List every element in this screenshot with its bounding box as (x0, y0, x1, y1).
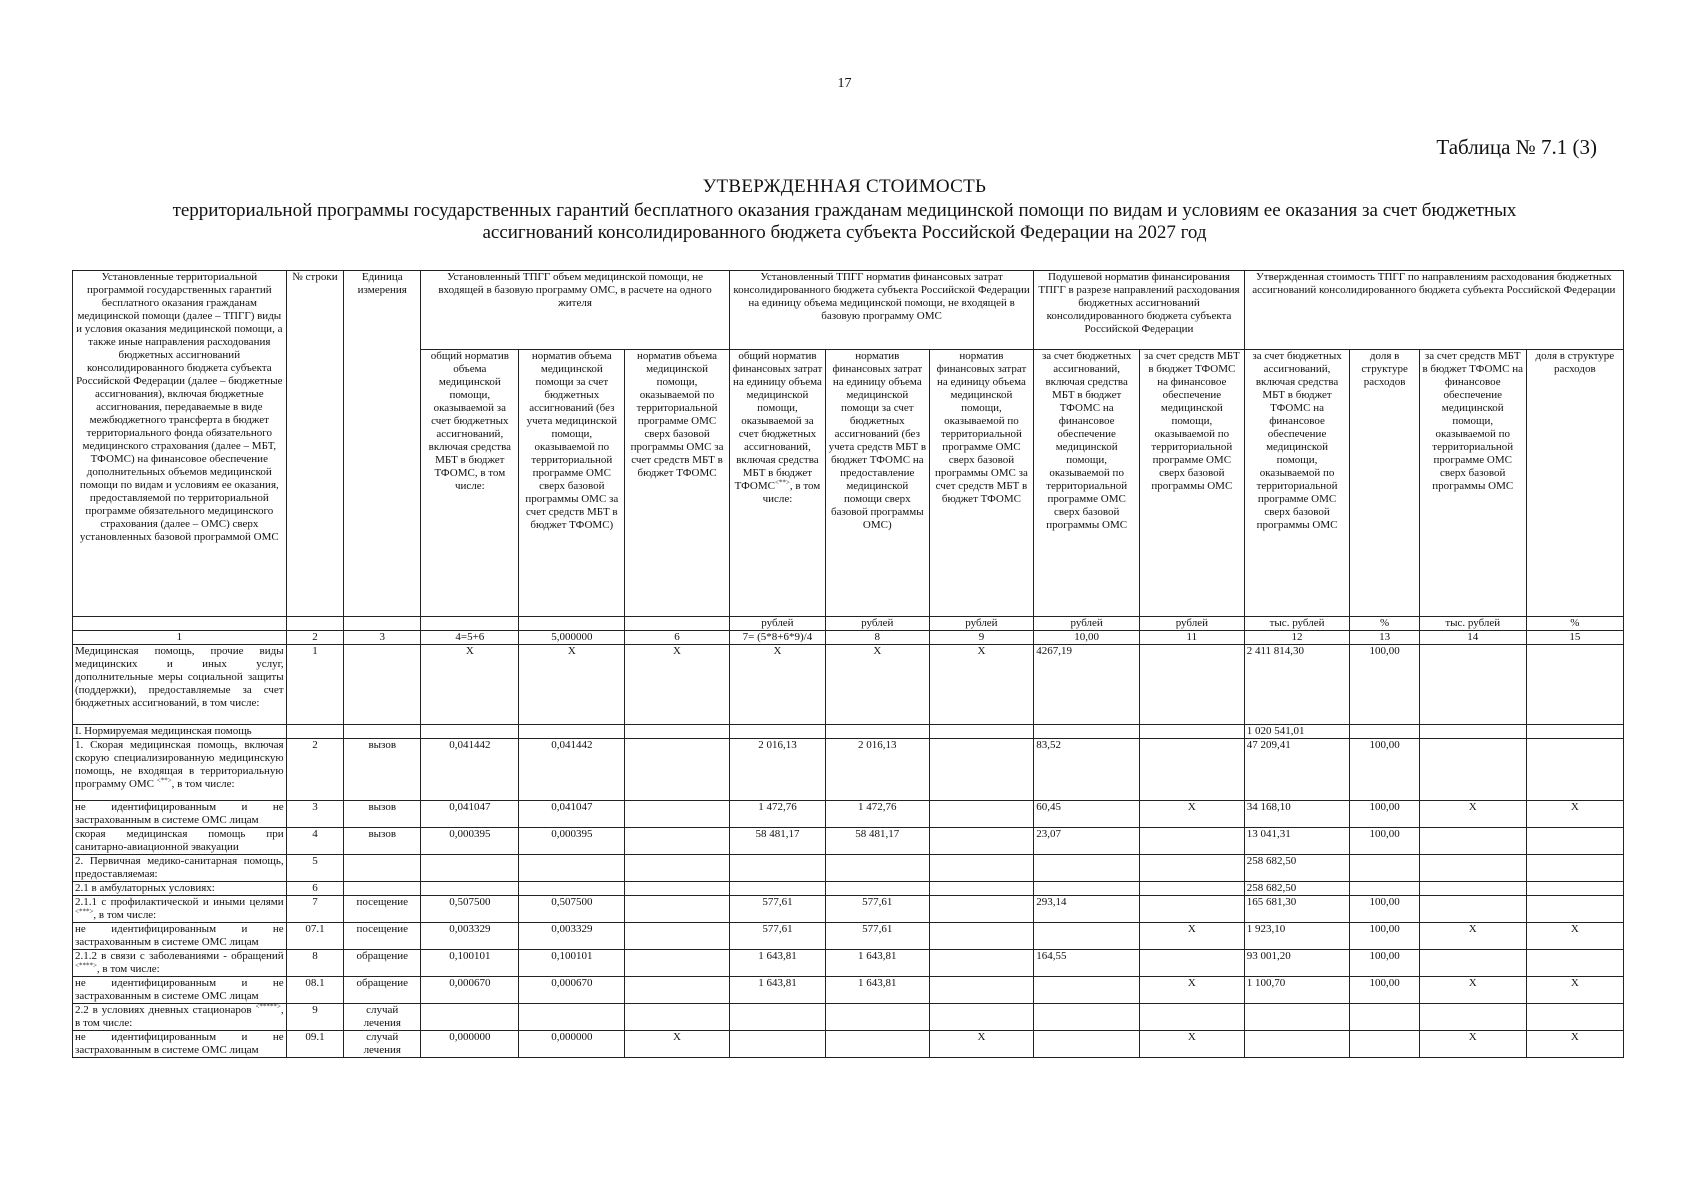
table-cell: 0,000000 (421, 1031, 519, 1058)
table-cell: 0,507500 (519, 896, 625, 923)
table-cell (1034, 1031, 1140, 1058)
unit-cell-6 (625, 617, 730, 631)
table-cell: X (625, 645, 730, 725)
table-cell (826, 855, 930, 882)
table-cell: 164,55 (1034, 950, 1140, 977)
table-cell (519, 855, 625, 882)
table-cell (1140, 882, 1245, 896)
row-description-text: скорая медицинская помощь при санитарно-авиационной эвакуации (75, 828, 284, 853)
table-cell (729, 1004, 825, 1031)
table-cell: 2 (286, 739, 344, 801)
table-row (73, 855, 1624, 882)
table-cell (1526, 828, 1623, 855)
table-cell (1034, 923, 1140, 950)
table-cell: 0,507500 (421, 896, 519, 923)
table-cell (729, 1031, 825, 1058)
row-description-text: не идентифицированным и не застрахованным в системе ОМС лицам (75, 977, 284, 1002)
row-description (73, 725, 287, 739)
header-sub-2: норматив объема медицинской помощи за счет бюджетных ассигнований (без учета медицинской помощи, оказываемой по территориальной программе ОМС сверх базовой программы ОМС за счет средств МБТ в бюджет ТФОМС) (519, 350, 625, 617)
table-cell: X (1419, 923, 1526, 950)
table-cell: 5 (286, 855, 344, 882)
header-sub-text-tail: , в том числе: (762, 480, 821, 505)
table-cell (1140, 645, 1245, 725)
row-description-text: 2.1.1 с профилактической и иными целями (75, 896, 284, 908)
row-description-text: Медицинская помощь, прочие виды медицинских и иных услуг, дополнительные меры социальной защиты (поддержки), предоставляемые за счет бюджетных ассигнований, в том числе: (75, 645, 284, 709)
column-number-14: 14 (1419, 631, 1526, 645)
table-cell: X (1140, 801, 1245, 828)
table-cell (1526, 950, 1623, 977)
table-cell: X (1526, 977, 1623, 1004)
table-cell (1350, 882, 1419, 896)
column-number-15: 15 (1526, 631, 1623, 645)
table-cell (421, 1004, 519, 1031)
table-cell (1526, 725, 1623, 739)
table-cell (1034, 855, 1140, 882)
table-row (73, 882, 1624, 896)
unit-cell-13: % (1350, 617, 1419, 631)
table-cell (1419, 645, 1526, 725)
column-number-1: 1 (73, 631, 287, 645)
table-cell: 1 643,81 (826, 950, 930, 977)
unit-cell-2 (286, 617, 344, 631)
table-cell: X (929, 645, 1034, 725)
table-cell: 9 (286, 1004, 344, 1031)
table-cell (625, 725, 730, 739)
table-cell: 258 682,50 (1244, 882, 1350, 896)
table-cell (729, 725, 825, 739)
table-cell (1526, 882, 1623, 896)
header-sub-7: норматив финансовых затрат на единицу объема медицинской помощи, оказываемой по территориальной программе ОМС сверх базовой программы ОМС за счет средств МБТ в бюджет ТФОМС (929, 350, 1034, 617)
table-cell (929, 882, 1034, 896)
table-cell (729, 855, 825, 882)
table-cell: 0,100101 (421, 950, 519, 977)
table-cell: 577,61 (729, 896, 825, 923)
unit-cell-12: тыс. рублей (1244, 617, 1350, 631)
table-cell: X (421, 645, 519, 725)
row-footnote-mark: <**> (156, 776, 172, 785)
unit-cell-15: % (1526, 617, 1623, 631)
header-sub-text: общий норматив финансовых затрат на единицу объема медицинской помощи, оказываемой за счет бюджетных ассигнований, включая средства МБТ в бюджет ТФОМС (732, 350, 823, 492)
table-cell: 0,000395 (421, 828, 519, 855)
table-cell (1140, 855, 1245, 882)
table-cell: 1 472,76 (729, 801, 825, 828)
table-row (73, 1004, 1624, 1031)
table-cell: X (625, 1031, 730, 1058)
column-number-6: 6 (625, 631, 730, 645)
table-cell: 0,000670 (519, 977, 625, 1004)
unit-cell-4 (421, 617, 519, 631)
table-cell (519, 882, 625, 896)
table-cell (1526, 739, 1623, 801)
table-cell: X (929, 1031, 1034, 1058)
unit-cell-8: рублей (826, 617, 930, 631)
table-cell: 293,14 (1034, 896, 1140, 923)
table-row (73, 645, 1624, 725)
table-cell (1419, 739, 1526, 801)
row-description (73, 801, 287, 828)
table-cell: X (1526, 1031, 1623, 1058)
table-cell: 07.1 (286, 923, 344, 950)
table-cell (344, 882, 421, 896)
document-subtitle: территориальной программы государственных гарантий бесплатного оказания гражданам медицинской помощи по видам и условиям ее оказания за счет бюджетных ассигнований консолидированного бюджета субъекта Российской Федерации на 2027 год (172, 200, 1517, 243)
header-numbers-row (73, 631, 1624, 645)
table-cell (1140, 950, 1245, 977)
table-row (73, 828, 1624, 855)
table-cell (929, 725, 1034, 739)
table-cell: 100,00 (1350, 977, 1419, 1004)
table-row (73, 923, 1624, 950)
table-cell (421, 855, 519, 882)
table-cell: 8 (286, 950, 344, 977)
row-description (73, 1031, 287, 1058)
table-cell: 58 481,17 (729, 828, 825, 855)
table-cell: 58 481,17 (826, 828, 930, 855)
header-row-number: № строки (286, 271, 344, 617)
table-cell (1419, 1004, 1526, 1031)
table-cell (1140, 739, 1245, 801)
table-cell (625, 739, 730, 801)
table-cell (625, 923, 730, 950)
table-cell (1034, 977, 1140, 1004)
table-cell (344, 725, 421, 739)
row-footnote-mark: <****> (75, 961, 97, 970)
row-description (73, 855, 287, 882)
table-cell (1419, 828, 1526, 855)
table-cell (625, 1004, 730, 1031)
table-cell: X (826, 645, 930, 725)
table-cell (625, 882, 730, 896)
row-description-text: не идентифицированным и не застрахованным в системе ОМС лицам (75, 1031, 284, 1056)
table-cell: 100,00 (1350, 950, 1419, 977)
table-cell (625, 896, 730, 923)
row-description-text: не идентифицированным и не застрахованным в системе ОМС лицам (75, 801, 284, 826)
table-row (73, 725, 1624, 739)
table-cell (421, 725, 519, 739)
table-cell: 34 168,10 (1244, 801, 1350, 828)
table-cell: посещение (344, 923, 421, 950)
table-cell (1140, 828, 1245, 855)
table-cell: обращение (344, 977, 421, 1004)
table-cell: 258 682,50 (1244, 855, 1350, 882)
row-description (73, 923, 287, 950)
table-cell: X (519, 645, 625, 725)
table-cell: 100,00 (1350, 923, 1419, 950)
table-cell: X (1419, 1031, 1526, 1058)
table-cell: 1 020 541,01 (1244, 725, 1350, 739)
table-cell (286, 725, 344, 739)
unit-cell-3 (344, 617, 421, 631)
table-cell: X (1526, 801, 1623, 828)
header-units-row (73, 617, 1624, 631)
row-description-tail: , в том числе: (93, 909, 157, 921)
table-cell: 23,07 (1034, 828, 1140, 855)
table-cell: 100,00 (1350, 828, 1419, 855)
table-cell: вызов (344, 828, 421, 855)
column-number-3: 3 (344, 631, 421, 645)
table-cell: 4 (286, 828, 344, 855)
header-sub-6: норматив финансовых затрат на единицу объема медицинской помощи за счет бюджетных ассигнований (без учета средств МБТ в бюджет ТФОМС на предоставление медицинской помощи сверх базовой программы ОМС) (826, 350, 930, 617)
table-cell (625, 828, 730, 855)
row-description-tail: , в том числе: (96, 963, 160, 975)
table-cell: 577,61 (826, 923, 930, 950)
table-cell: 1 472,76 (826, 801, 930, 828)
table-cell: вызов (344, 801, 421, 828)
table-cell (1526, 1004, 1623, 1031)
row-footnote-mark: <***> (75, 907, 94, 916)
table-cell: 1 100,70 (1244, 977, 1350, 1004)
column-number-8: 8 (826, 631, 930, 645)
unit-cell-10: рублей (1034, 617, 1140, 631)
table-cell: 577,61 (826, 896, 930, 923)
column-number-11: 11 (1140, 631, 1245, 645)
table-cell: X (1419, 977, 1526, 1004)
table-cell: 0,000000 (519, 1031, 625, 1058)
table-cell: 08.1 (286, 977, 344, 1004)
table-cell: 100,00 (1350, 645, 1419, 725)
table-cell: 0,100101 (519, 950, 625, 977)
table-cell (1419, 950, 1526, 977)
table-row (73, 977, 1624, 1004)
unit-cell-7: рублей (729, 617, 825, 631)
unit-cell-9: рублей (929, 617, 1034, 631)
table-cell: 0,041047 (421, 801, 519, 828)
column-number-4: 4=5+6 (421, 631, 519, 645)
table-cell: 2 016,13 (729, 739, 825, 801)
table-cell: 2 411 814,30 (1244, 645, 1350, 725)
header-sub-11: доля в структуре расходов (1350, 350, 1419, 617)
table-cell (929, 923, 1034, 950)
table-cell (625, 855, 730, 882)
table-cell: 1 643,81 (729, 950, 825, 977)
row-description-tail: , в том числе: (75, 1004, 284, 1029)
row-description (73, 977, 287, 1004)
table-cell (1140, 1004, 1245, 1031)
table-cell: 0,003329 (421, 923, 519, 950)
table-cell (1350, 1031, 1419, 1058)
header-description: Установленные территориальной программой государственных гарантий бесплатного оказания гражданам медицинской помощи (далее – ТПГГ) виды и условия оказания медицинской помощи, а также иные направления расходования бюджетных ассигнований консолидированного бюджета субъекта Российской Федерации (далее – бюджетные ассигнования), включая бюджетные ассигнования, передаваемые в виде межбюджетного трансферта в бюджет территориального фонда обязательного медицинского страхования (далее – МБТ, ТФОМС) на финансовое обеспечение дополнительных объемов медицинской помощи по видам и условиям ее оказания, предоставляемой по территориальной программе обязательного медицинского страхования (далее – ОМС) сверх установленных базовой программой ОМС (73, 271, 287, 617)
table-cell: обращение (344, 950, 421, 977)
row-description-text: 2. Первичная медико-санитарная помощь, предоставляемая: (75, 855, 284, 880)
table-cell: 1 923,10 (1244, 923, 1350, 950)
table-cell (826, 1004, 930, 1031)
table-cell: 100,00 (1350, 801, 1419, 828)
row-description-text: 1. Скорая медицинская помощь, включая скорую специализированную медицинскую помощь, не входящая в территориальную программу ОМС (75, 739, 284, 790)
header-row-1 (73, 271, 1624, 350)
table-cell: 577,61 (729, 923, 825, 950)
header-sub-1: общий норматив объема медицинской помощи, оказываемой за счет бюджетных ассигнований, включая средства МБТ в бюджет ТФОМС, в том числе: (421, 350, 519, 617)
row-description (73, 645, 287, 725)
table-cell (1244, 1004, 1350, 1031)
table-cell (1350, 725, 1419, 739)
table-cell (519, 725, 625, 739)
table-cell: 93 001,20 (1244, 950, 1350, 977)
table-cell (1034, 725, 1140, 739)
unit-cell-5 (519, 617, 625, 631)
table-cell: 6 (286, 882, 344, 896)
row-description (73, 739, 287, 801)
row-description (73, 950, 287, 977)
column-number-13: 13 (1350, 631, 1419, 645)
table-cell (1244, 1031, 1350, 1058)
row-description (73, 896, 287, 923)
header-sub-4 (729, 350, 825, 617)
table-cell: случай лечения (344, 1004, 421, 1031)
table-cell (1350, 1004, 1419, 1031)
table-cell: 60,45 (1034, 801, 1140, 828)
table-cell (929, 801, 1034, 828)
table-cell (1526, 855, 1623, 882)
table-cell: посещение (344, 896, 421, 923)
table-cell: 1 643,81 (826, 977, 930, 1004)
header-sub-10: за счет бюджетных ассигнований, включая средства МБТ в бюджет ТФОМС на финансовое обеспечение медицинской помощи, оказываемой по территориальной программе ОМС сверх базовой программы ОМС (1244, 350, 1350, 617)
row-description-tail: , в том числе: (171, 778, 235, 790)
table-cell: 3 (286, 801, 344, 828)
table-cell: 2 016,13 (826, 739, 930, 801)
column-number-7: 7= (5*8+6*9)/4 (729, 631, 825, 645)
header-sub-footnote-mark: <**> (774, 478, 790, 487)
table-cell (1419, 896, 1526, 923)
page-number: 17 (837, 76, 852, 91)
table-cell (344, 855, 421, 882)
table-row (73, 801, 1624, 828)
table-cell (1350, 855, 1419, 882)
table-cell: вызов (344, 739, 421, 801)
table-cell: 47 209,41 (1244, 739, 1350, 801)
header-volume-group: Установленный ТПГГ объем медицинской помощи, не входящей в базовую программу ОМС, в расчете на одного жителя (421, 271, 730, 350)
table-cell: 0,041442 (519, 739, 625, 801)
header-sub-13: доля в структуре расходов (1526, 350, 1623, 617)
table-cell (929, 828, 1034, 855)
table-cell: 165 681,30 (1244, 896, 1350, 923)
row-description-text: 2.1 в амбулаторных условиях: (75, 882, 215, 894)
table-cell: X (1419, 801, 1526, 828)
table-cell (1034, 1004, 1140, 1031)
table-cell: 0,041442 (421, 739, 519, 801)
table-cell: 0,003329 (519, 923, 625, 950)
table-cell (1526, 645, 1623, 725)
unit-cell-11: рублей (1140, 617, 1245, 631)
table-row (73, 739, 1624, 801)
table-cell (625, 801, 730, 828)
row-footnote-mark: <*****> (255, 1003, 281, 1011)
table-cell: 0,041047 (519, 801, 625, 828)
column-number-5: 5,000000 (519, 631, 625, 645)
column-number-2: 2 (286, 631, 344, 645)
table-cell (826, 1031, 930, 1058)
table-cell: 1 (286, 645, 344, 725)
table-cell: 0,000670 (421, 977, 519, 1004)
table-cell: 0,000395 (519, 828, 625, 855)
table-cell: X (1526, 923, 1623, 950)
document-title: УТВЕРЖДЕННАЯ СТОИМОСТЬ (702, 176, 987, 197)
column-number-9: 9 (929, 631, 1034, 645)
table-cell: 100,00 (1350, 896, 1419, 923)
table-cell (625, 950, 730, 977)
header-cost-group: Утвержденная стоимость ТПГГ по направлениям расходования бюджетных ассигнований консолидированного бюджета субъекта Российской Федерации (1244, 271, 1623, 350)
table-cell (1526, 896, 1623, 923)
row-description-text: 2.1.2 в связи с заболеваниями - обращений (75, 950, 284, 962)
table-cell: 1 643,81 (729, 977, 825, 1004)
table-cell (929, 896, 1034, 923)
table-cell: 09.1 (286, 1031, 344, 1058)
table-cell: 4267,19 (1034, 645, 1140, 725)
table-cell: X (1140, 923, 1245, 950)
table-cell: случай лечения (344, 1031, 421, 1058)
table-number: Таблица № 7.1 (3) (1436, 135, 1597, 159)
table-cell (421, 882, 519, 896)
table-cell: 13 041,31 (1244, 828, 1350, 855)
header-sub-3: норматив объема медицинской помощи, оказываемой по территориальной программе ОМС сверх базовой программы ОМС за счет средств МБТ в бюджет ТФОМС (625, 350, 730, 617)
table-cell (729, 882, 825, 896)
cost-table (72, 270, 1624, 1058)
header-sub-8: за счет бюджетных ассигнований, включая средства МБТ в бюджет ТФОМС на финансовое обеспечение медицинской помощи, оказываемой по территориальной программе ОМС сверх базовой программы ОМС (1034, 350, 1140, 617)
table-cell (1034, 882, 1140, 896)
table-cell (929, 977, 1034, 1004)
table-cell (344, 645, 421, 725)
table-cell (1419, 882, 1526, 896)
table-cell (1140, 896, 1245, 923)
row-description (73, 1004, 287, 1031)
table-cell (929, 1004, 1034, 1031)
table-cell (929, 739, 1034, 801)
header-unit: Единица измерения (344, 271, 421, 617)
row-description (73, 828, 287, 855)
column-number-12: 12 (1244, 631, 1350, 645)
row-description-text: I. Нормируемая медицинская помощь (75, 725, 252, 737)
table-row (73, 896, 1624, 923)
table-cell (1140, 725, 1245, 739)
table-cell (625, 977, 730, 1004)
table-cell: X (1140, 977, 1245, 1004)
table-cell (826, 882, 930, 896)
row-description-text: 2.2 в условиях дневных стационаров (75, 1004, 256, 1016)
table-cell: X (729, 645, 825, 725)
table-cell: 83,52 (1034, 739, 1140, 801)
table-cell (929, 950, 1034, 977)
table-cell: X (1140, 1031, 1245, 1058)
header-norm-group: Установленный ТПГГ норматив финансовых затрат консолидированного бюджета субъекта Российской Федерации на единицу объема медицинской помощи, не входящей в базовую программу ОМС (729, 271, 1033, 350)
table-row (73, 950, 1624, 977)
table-cell: 100,00 (1350, 739, 1419, 801)
unit-cell-1 (73, 617, 287, 631)
table-cell (826, 725, 930, 739)
header-sub-12: за счет средств МБТ в бюджет ТФОМС на финансовое обеспечение медицинской помощи, оказываемой по территориальной программе ОМС сверх базовой программы ОМС (1419, 350, 1526, 617)
column-number-10: 10,00 (1034, 631, 1140, 645)
table-cell: 7 (286, 896, 344, 923)
header-capita-group: Подушевой норматив финансирования ТПГГ в разрезе направлений расходования бюджетных ассигнований консолидированного бюджета субъекта Российской Федерации (1034, 271, 1244, 350)
table-row (73, 1031, 1624, 1058)
table-cell (1419, 855, 1526, 882)
unit-cell-14: тыс. рублей (1419, 617, 1526, 631)
table-cell (519, 1004, 625, 1031)
table-cell (1419, 725, 1526, 739)
table-cell (929, 855, 1034, 882)
header-sub-9: за счет средств МБТ в бюджет ТФОМС на финансовое обеспечение медицинской помощи, оказываемой по территориальной программе ОМС сверх базовой программы ОМС (1140, 350, 1245, 617)
row-description (73, 882, 287, 896)
row-description-text: не идентифицированным и не застрахованным в системе ОМС лицам (75, 923, 284, 948)
